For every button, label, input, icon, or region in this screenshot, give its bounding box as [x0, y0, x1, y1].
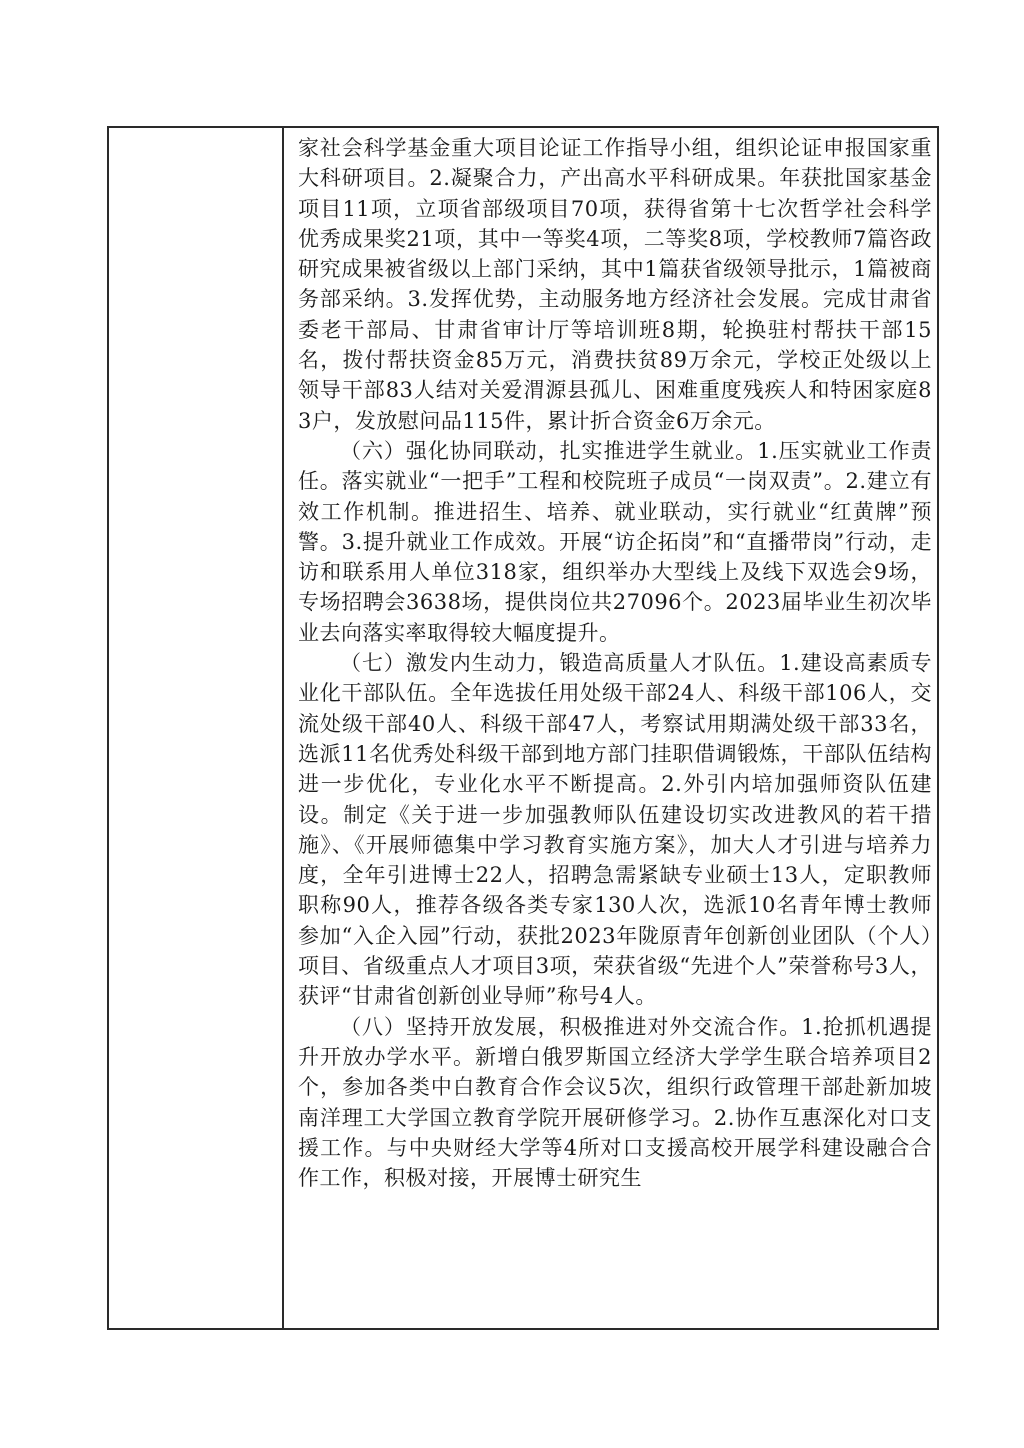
paragraph-employment: （六）强化协同联动，扎实推进学生就业。1.压实就业工作责任。落实就业“一把手”工程和校院班子成员“一岗双责”。2.建立有效工作机制。推进招生、培养、就业联动，实行就业“红黄牌”预警。3.提升就业工作成效。开展“访企拓岗”和“直播带岗”行动，走访和联系用人单位318家，组织举办大型线上及线下双选会9场，专场招聘会3638场，提供岗位共27096个。2023届毕业生初次毕业去向落实率取得较大幅度提升。 [298, 438, 932, 645]
paragraph-talent-team: （七）激发内生动力，锻造高质量人才队伍。1.建设高素质专业化干部队伍。全年选拔任用处级干部24人、科级干部106人，交流处级干部40人、科级干部47人，考察试用期满处级干部33名，选派11名优秀处科级干部到地方部门挂职借调锻炼，干部队伍结构进一步优化，专业化水平不断提高。2.外引内培加强师资队伍建设。制定《关于进一步加强教师队伍建设切实改进教风的若干措施》、《开展师德集中学习教育实施方案》，加大人才引进与培养力度，全年引进博士22人，招聘急需紧缺专业硕士13人，定职教师职称90人，推荐各级各类专家130人次，选派10名青年博士教师参加“入企入园”行动，获批2023年陇原青年创新创业团队（个人）项目、省级重点人才项目3项，荣获省级“先进个人”荣誉称号3人，获评“甘肃省创新创业导师”称号4人。 [298, 651, 932, 1009]
document-table [107, 126, 939, 1330]
paragraph-open-cooperation: （八）坚持开放发展，积极推进对外交流合作。1.抢抓机遇提升开放办学水平。新增白俄罗斯国立经济大学学生联合培养项目2个，参加各类中白教育合作会议5次，组织行政管理干部赴新加坡南洋理工大学国立教育学院开展研修学习。2.协作互惠深化对口支援工作。与中央财经大学等4所对口支援高校开展学科建设融合合作工作，积极对接，开展博士研究生 [298, 1014, 932, 1191]
table-content-cell [298, 133, 932, 1193]
table-left-column [109, 128, 284, 1328]
paragraph-research-continued: 家社会科学基金重大项目论证工作指导小组，组织论证申报国家重大科研项目。2.凝聚合力，产出高水平科研成果。年获批国家基金项目11项，立项省部级项目70项，获得省第十七次哲学社会科学优秀成果奖21项，其中一等奖4项，二等奖8项，学校教师7篇咨政研究成果被省级以上部门采纳，其中1篇获省级领导批示，1篇被商务部采纳。3.发挥优势，主动服务地方经济社会发展。完成甘肃省委老干部局、甘肃省审计厅等培训班8期，轮换驻村帮扶干部15名，拨付帮扶资金85万元，消费扶贫89万余元，学校正处级以上领导干部83人结对关爱渭源县孤儿、困难重度残疾人和特困家庭83户，发放慰问品115件，累计折合资金6万余元。 [298, 136, 932, 433]
